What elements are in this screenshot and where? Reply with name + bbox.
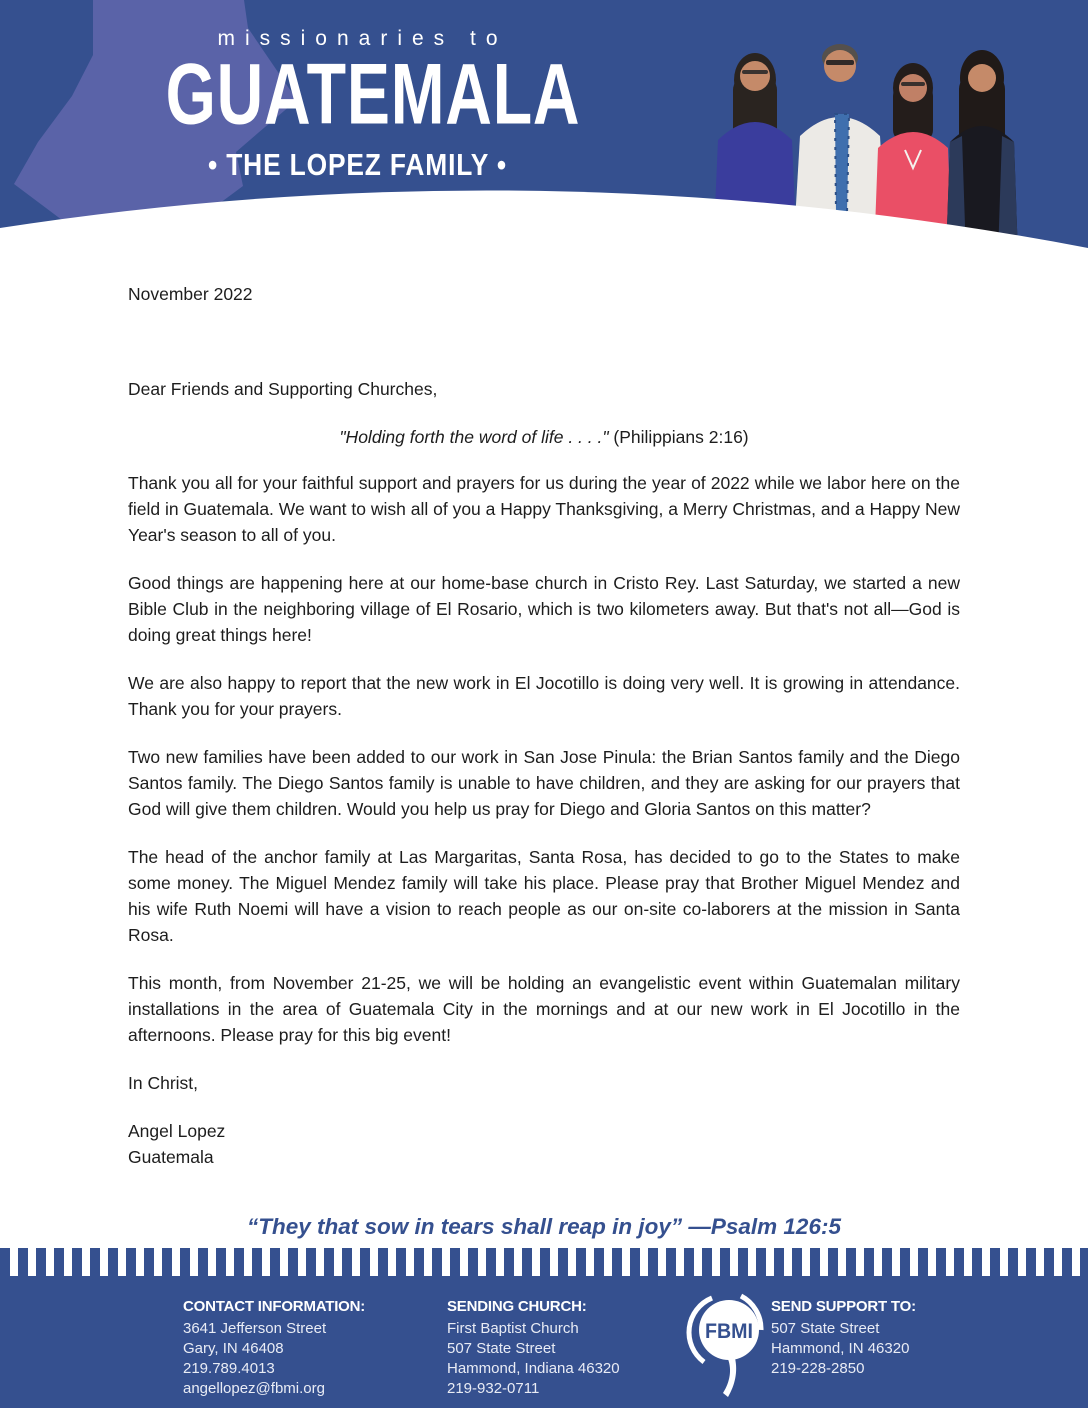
verse-reference: (Philippians 2:16) bbox=[608, 427, 749, 447]
masthead-kicker: missionaries to bbox=[217, 27, 508, 50]
footer-sending-church-heading: SENDING CHURCH: bbox=[447, 1298, 587, 1315]
letter-closing: In Christ, bbox=[128, 1073, 199, 1093]
letter-paragraph: This month, from November 21-25, we will be holding an evangelistic event within Guatemalan military installations in the area of Guatemala City in the mornings and at our new work in El Jocotillo in the afternoons. Please pray for this big event! bbox=[128, 973, 960, 1045]
footer-sending-church-phone: 219-932-0711 bbox=[447, 1380, 540, 1397]
masthead-country-title: GUATEMALA bbox=[165, 45, 581, 143]
footer-contact-email: angellopez@fbmi.org bbox=[183, 1380, 325, 1397]
footer-support-phone: 219-228-2850 bbox=[771, 1360, 865, 1377]
footer-support-column bbox=[767, 1298, 1088, 1408]
footer-contact-heading: CONTACT INFORMATION: bbox=[183, 1298, 366, 1315]
letter-salutation: Dear Friends and Supporting Churches, bbox=[128, 379, 438, 399]
footer-contact-street: 3641 Jefferson Street bbox=[183, 1320, 327, 1337]
comb-border bbox=[0, 1248, 1088, 1276]
signature-name: Angel Lopez bbox=[128, 1121, 226, 1141]
footer-sending-church-city: Hammond, Indiana 46320 bbox=[447, 1360, 620, 1377]
footer-sending-church-name: First Baptist Church bbox=[447, 1320, 579, 1337]
letter-signature bbox=[128, 1118, 960, 1170]
footer-contact-column bbox=[183, 1298, 447, 1408]
footer-psalm-quote: “They that sow in tears shall reap in joy” —Psalm 126:5 bbox=[247, 1214, 841, 1239]
footer-bar bbox=[0, 1276, 1088, 1408]
letter-date: November 2022 bbox=[128, 284, 253, 304]
letter-body bbox=[0, 256, 1088, 1170]
fbmi-logo-text: FBMI bbox=[705, 1320, 753, 1343]
footer-section bbox=[0, 1212, 1088, 1408]
masthead-family-line: • THE LOPEZ FAMILY • bbox=[207, 147, 507, 183]
masthead bbox=[0, 0, 1088, 256]
letter-verse bbox=[128, 424, 960, 450]
fbmi-logo bbox=[685, 1298, 767, 1408]
footer-sending-church-street: 507 State Street bbox=[447, 1340, 556, 1357]
signature-location: Guatemala bbox=[128, 1147, 214, 1167]
letter-paragraph: We are also happy to report that the new work in El Jocotillo is doing very well. It is growing in attendance. Thank you for your prayers. bbox=[128, 673, 960, 719]
header-curve bbox=[0, 136, 1088, 256]
letter-paragraph: The head of the anchor family at Las Margaritas, Santa Rosa, has decided to go to the States to make some money. The Miguel Mendez family will take his place. Please pray that Brother Miguel Mendez and his wife Ruth Noemi will have a vision to reach people as our on-site co-laborers at the mission in Santa Rosa. bbox=[128, 847, 960, 945]
footer-support-city: Hammond, IN 46320 bbox=[771, 1340, 910, 1357]
footer-contact-phone: 219.789.4013 bbox=[183, 1360, 275, 1377]
verse-quote: "Holding forth the word of life . . . ." bbox=[339, 427, 609, 447]
footer-support-street: 507 State Street bbox=[771, 1320, 880, 1337]
letter-paragraph: Thank you all for your faithful support and prayers for us during the year of 2022 while we labor here on the field in Guatemala. We want to wish all of you a Happy Thanksgiving, a Merry Christmas, and a Happy New Year's season to all of you. bbox=[128, 473, 960, 545]
letter-paragraph: Good things are happening here at our home-base church in Cristo Rey. Last Saturday, we started a new Bible Club in the neighboring village of El Rosario, which is two kilometers away. But that's not all—God is doing great things here! bbox=[128, 573, 960, 645]
footer-support-heading: SEND SUPPORT TO: bbox=[771, 1298, 916, 1315]
footer-contact-city: Gary, IN 46408 bbox=[183, 1340, 284, 1357]
letter-paragraph: Two new families have been added to our work in San Jose Pinula: the Brian Santos family and the Diego Santos family. The Diego Santos family is unable to have children, and they are asking for our prayers that God will give them children. Would you help us pray for Diego and Gloria Santos on this matter? bbox=[128, 747, 960, 819]
footer-sending-church-column bbox=[447, 1298, 685, 1408]
